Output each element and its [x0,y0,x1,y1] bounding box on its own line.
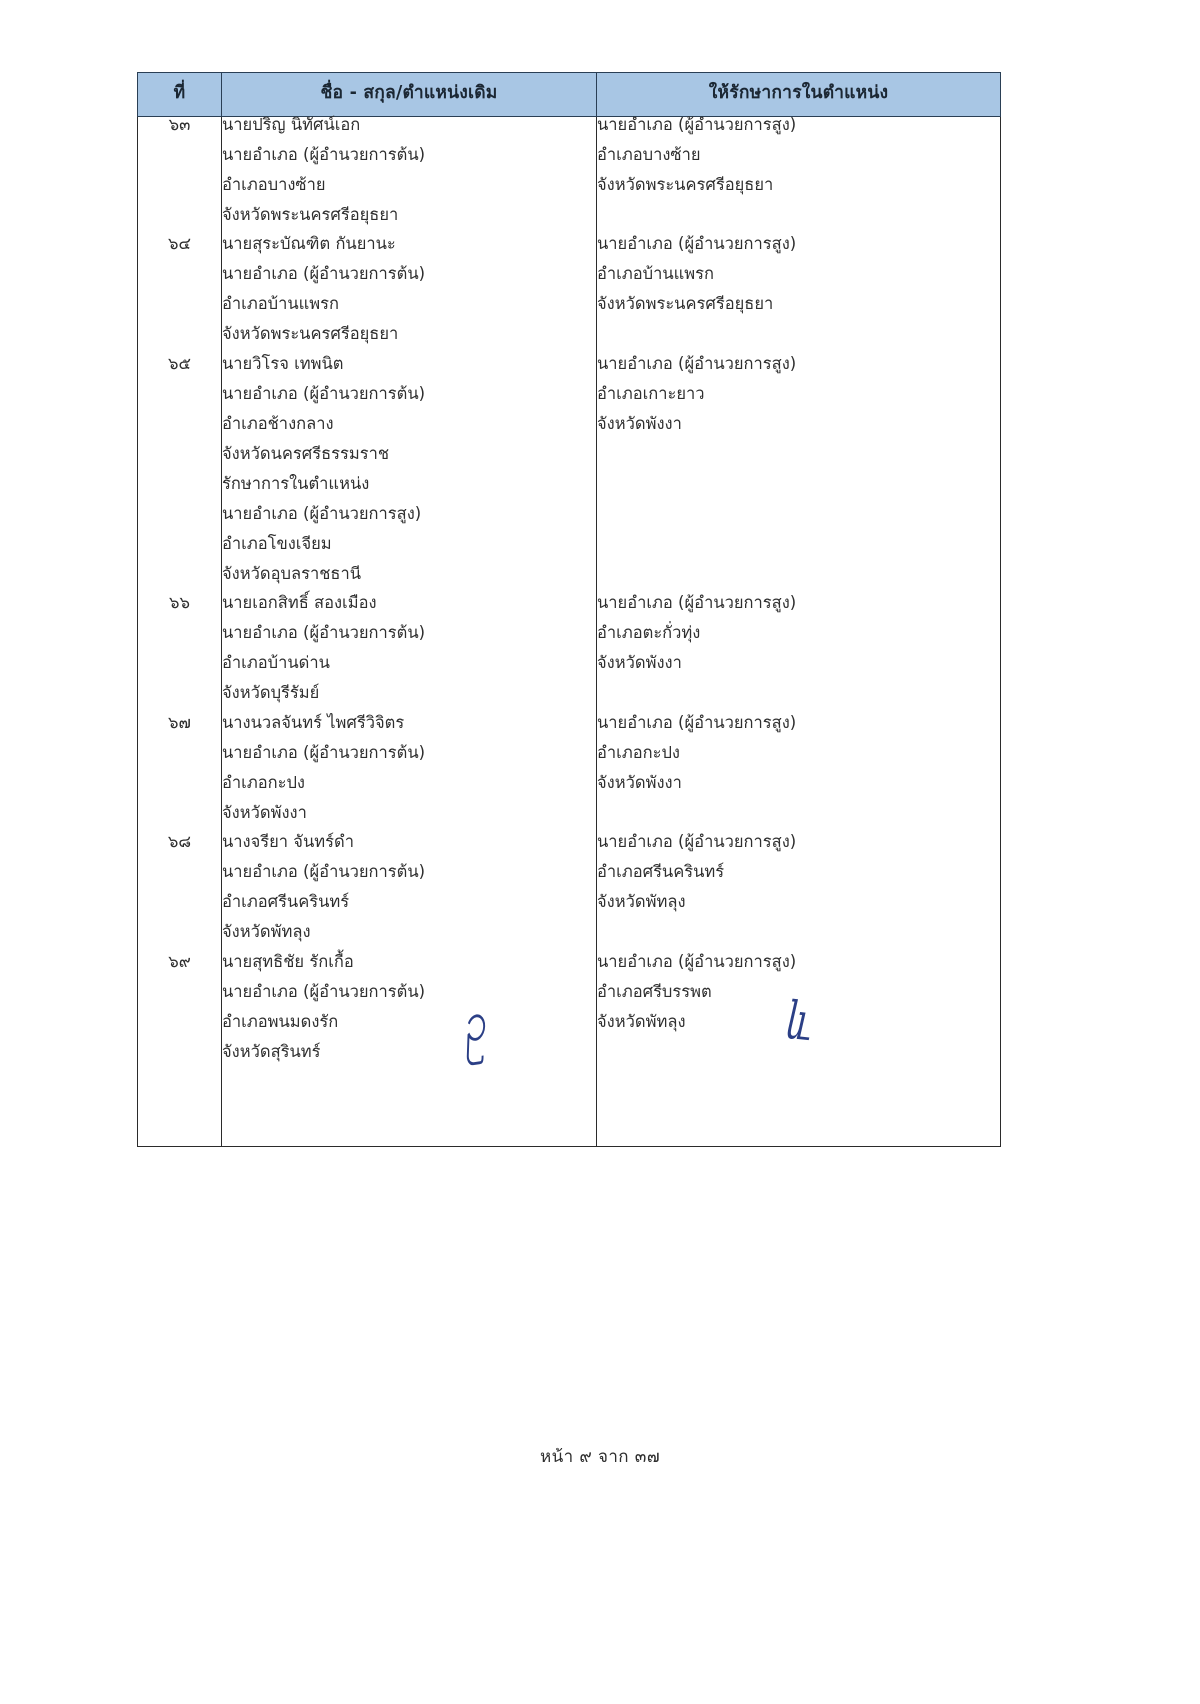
acting-position-line: นายอำเภอ (ผู้อำนวยการสูง) [597,114,797,134]
old-position-line: รักษาการในตำแหน่ง [222,473,370,493]
old-position-line: นายสุทธิชัย รักเกื้อ [222,951,354,971]
row-number: ๖๙ [138,954,222,1061]
old-position-line: นายอำเภอ (ผู้อำนวยการต้น) [222,862,426,882]
old-position-line: อำเภอพนมดงรัก [222,1011,339,1031]
table-body [138,116,1001,1147]
old-position-line: นายอำเภอ (ผู้อำนวยการต้น) [222,383,426,403]
acting-position-line: นายอำเภอ (ผู้อำนวยการสูง) [597,593,797,613]
acting-position-cell [597,951,1001,1061]
old-position-line: นายปริญ นิทัศน์เอก [222,114,361,134]
table-row [138,954,1001,1061]
row-number: ๖๘ [138,834,222,941]
signature-row-no-cell [138,1060,222,1147]
old-position-line: อำเภอโขงเจียม [222,533,332,553]
acting-position-line: นายอำเภอ (ผู้อำนวยการสูง) [597,353,797,373]
table-header-row [138,73,1001,117]
old-position-line: นายอำเภอ (ผู้อำนวยการต้น) [222,742,426,762]
acting-position-line: จังหวัดพัทลุง [597,1011,686,1031]
old-position-line: จังหวัดนครศรีธรรมราช [222,443,390,463]
column-header-acting-position: ให้รักษาการในตำแหน่ง [597,73,1001,117]
old-position-cell [222,951,597,1061]
acting-position-line: อำเภอบางซ้าย [597,144,701,164]
old-position-line: นายวิโรจ เทพนิต [222,353,344,373]
table-header [138,73,1001,117]
table-row [138,595,1001,702]
old-position-cell [222,712,597,822]
acting-position-cell [597,834,1001,941]
acting-position-line: นายอำเภอ (ผู้อำนวยการสูง) [597,832,797,852]
old-position-line: นายสุระบัณฑิต กันยานะ [222,234,396,254]
old-position-cell [222,353,597,583]
acting-position-line: จังหวัดพระนครศรีอยุธยา [597,174,774,194]
old-position-line: จังหวัดบุรีรัมย์ [222,683,320,703]
old-position-cell [222,595,597,702]
old-position-line: จังหวัดพระนครศรีอยุธยา [222,324,399,344]
table-row [138,715,1001,822]
old-position-line: จังหวัดสุรินทร์ [222,1041,321,1061]
acting-position-line: อำเภอเกาะยาว [597,383,705,403]
acting-position-line: จังหวัดพระนครศรีอยุธยา [597,294,774,314]
acting-position-cell [597,353,1001,583]
acting-position-line: จังหวัดพัทลุง [597,892,686,912]
acting-position-line: นายอำเภอ (ผู้อำนวยการสูง) [597,712,797,732]
old-position-line: อำเภอกะปง [222,772,305,792]
old-position-line: อำเภอบ้านแพรก [222,294,339,314]
old-position-cell [222,116,597,223]
row-number: ๖๔ [138,236,222,343]
row-number: ๖๖ [138,595,222,702]
old-position-cell [222,236,597,343]
table-row [138,236,1001,343]
acting-position-line: อำเภอศรีบรรพต [597,981,712,1001]
row-number: ๖๓ [138,116,222,223]
old-position-line: นางจรียา จันทร์ดำ [222,832,354,852]
acting-position-cell [597,236,1001,343]
old-position-line: นายอำเภอ (ผู้อำนวยการต้น) [222,264,426,284]
signature-row [138,1060,1001,1147]
row-number: ๖๗ [138,715,222,822]
acting-position-cell [597,712,1001,822]
old-position-line: จังหวัดพระนครศรีอยุธยา [222,204,399,224]
acting-position-line: นายอำเภอ (ผู้อำนวยการสูง) [597,951,797,971]
acting-position-line: จังหวัดพังงา [597,653,682,673]
column-header-no: ที่ [138,73,222,117]
old-position-line: อำเภอบ้านด่าน [222,653,330,673]
acting-position-cell [597,595,1001,702]
acting-position-line: จังหวัดพังงา [597,413,682,433]
acting-position-line: อำเภอบ้านแพรก [597,264,714,284]
old-position-line: นายอำเภอ (ผู้อำนวยการต้น) [222,623,426,643]
column-header-old-position: ชื่อ - สกุล/ตำแหน่งเดิม [222,73,597,117]
acting-position-cell [597,116,1001,223]
acting-position-line: อำเภอกะปง [597,742,680,762]
table-row [138,356,1001,583]
acting-position-line: จังหวัดพังงา [597,772,682,792]
signature-right: և [783,991,816,1054]
acting-position-line: อำเภอตะกั่วทุ่ง [597,623,701,643]
row-number: ๖๕ [138,356,222,583]
old-position-line: นายเอกสิทธิ์ สองเมือง [222,593,377,613]
table-row [138,834,1001,941]
old-position-line: จังหวัดอุบลราชธานี [222,563,362,583]
old-position-line: จังหวัดพัทลุง [222,922,311,942]
signature-left: ဥ [458,988,489,1056]
old-position-line: อำเภอช้างกลาง [222,413,334,433]
acting-position-line: นายอำเภอ (ผู้อำนวยการสูง) [597,234,797,254]
old-position-line: จังหวัดพังงา [222,802,307,822]
old-position-line: นายอำเภอ (ผู้อำนวยการต้น) [222,981,426,1001]
old-position-line: นายอำเภอ (ผู้อำนวยการสูง) [222,503,422,523]
appointment-table [137,72,1001,1147]
old-position-line: อำเภอศรีนครินทร์ [222,892,350,912]
old-position-cell [222,834,597,941]
page-footer: หน้า ๙ จาก ๓๗ [539,1447,661,1467]
old-position-line: นางนวลจันทร์ ไพศรีวิจิตร [222,712,405,732]
old-position-line: นายอำเภอ (ผู้อำนวยการต้น) [222,144,426,164]
old-position-line: อำเภอบางซ้าย [222,174,326,194]
table-row [138,116,1001,223]
acting-position-line: อำเภอศรีนครินทร์ [597,862,725,882]
